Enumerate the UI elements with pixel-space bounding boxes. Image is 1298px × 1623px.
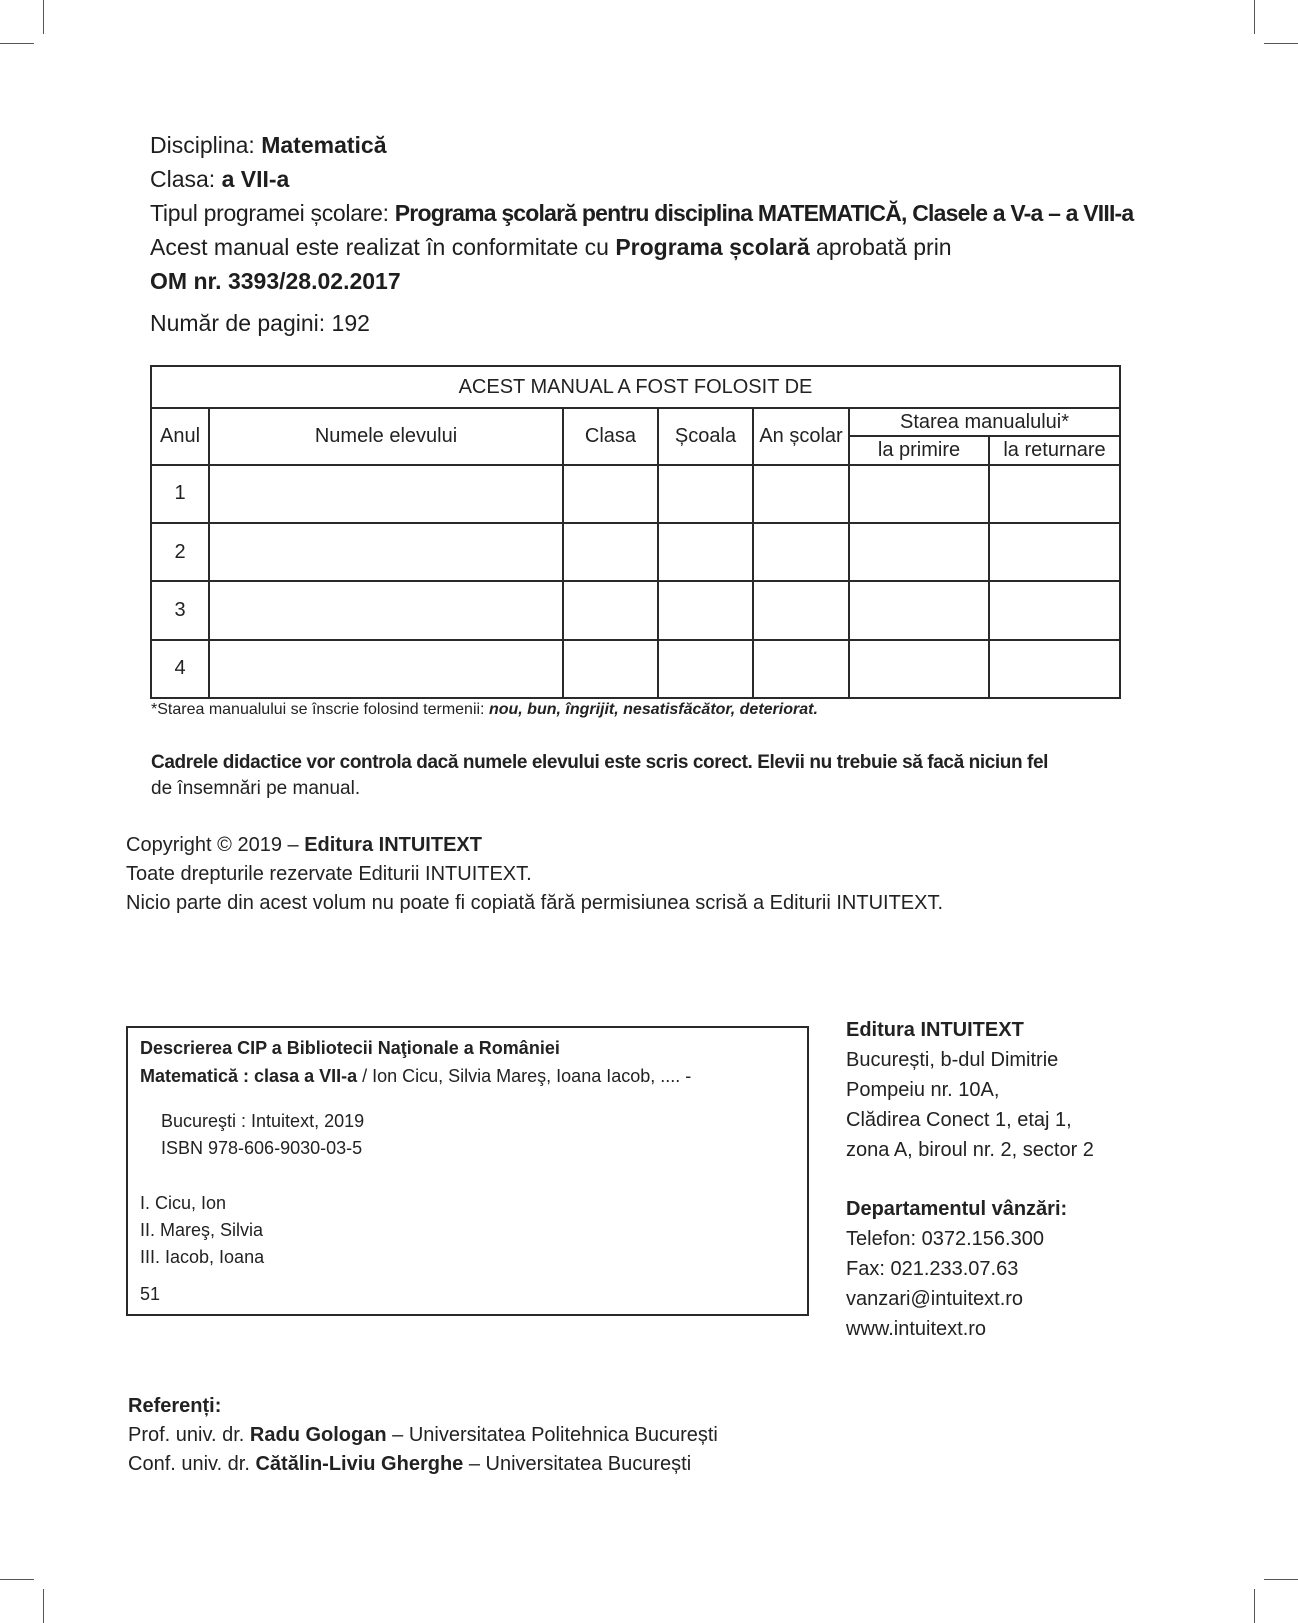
copyright-publisher: Editura INTUITEXT (304, 834, 482, 856)
cell-la-returnare (989, 465, 1120, 523)
sales-title: Departamentul vânzări: (846, 1198, 1068, 1220)
header-clasa: Clasa (563, 408, 658, 464)
reviewer-2-name: Cătălin-Liviu Gherghe (255, 1453, 464, 1475)
program-line (150, 196, 1133, 230)
cell-clasa (563, 465, 658, 523)
sales-website: www.intuitext.ro (846, 1318, 987, 1340)
publisher-address-line: Clădirea Conect 1, etaj 1, (846, 1109, 1072, 1131)
crop-mark (1254, 1589, 1255, 1623)
copyright-notice: Nicio parte din acest volum nu poate fi copiată fără permisiunea scrisă a Editurii INTUITEXT. (126, 892, 944, 914)
cip-book-title: Matematică : clasa a VII-a (140, 1066, 358, 1086)
cip-box (126, 1026, 809, 1316)
conformity-text: Acest manual este realizat în conformitate cu (150, 234, 616, 260)
cell-numele (209, 640, 563, 698)
usage-table-title: ACEST MANUAL A FOST FOLOSIT DE (151, 366, 1120, 408)
program-label: Tipul programei școlare: (150, 200, 395, 226)
om-line: OM nr. 3393/28.02.2017 (150, 268, 401, 294)
row-number: 3 (151, 581, 209, 639)
footnote-text: *Starea manualului se înscrie folosind termenii: (151, 701, 489, 718)
usage-table (150, 365, 1121, 699)
cell-clasa (563, 523, 658, 581)
cip-title: Descrierea CIP a Bibliotecii Naţionale a României (140, 1038, 560, 1058)
cip-author-1: I. Cicu, Ion (140, 1193, 227, 1213)
publisher-address-line: zona A, biroul nr. 2, sector 2 (846, 1139, 1094, 1161)
cip-book (140, 1066, 691, 1087)
discipline-value: Matematică (261, 132, 387, 158)
teacher-notice (151, 750, 1048, 802)
sales-phone: Telefon: 0372.156.300 (846, 1228, 1044, 1250)
conformity-end: aprobată prin (809, 234, 952, 260)
cell-an-scolar (753, 465, 849, 523)
class-line (150, 162, 1133, 196)
reviewer-1 (128, 1421, 718, 1450)
row-number: 4 (151, 640, 209, 698)
cell-an-scolar (753, 640, 849, 698)
reviewer-2-title: Conf. univ. dr. (128, 1453, 256, 1475)
header-scoala: Școala (658, 408, 753, 464)
publisher-name: Editura INTUITEXT (846, 1019, 1024, 1041)
sales-fax: Fax: 021.233.07.63 (846, 1258, 1019, 1280)
cell-scoala (658, 523, 753, 581)
table-row (151, 581, 1120, 639)
reviewer-1-name: Radu Gologan (249, 1424, 387, 1446)
cip-author-3: III. Iacob, Ioana (140, 1247, 265, 1267)
crop-mark (43, 0, 44, 34)
cell-an-scolar (753, 581, 849, 639)
cell-la-primire (849, 581, 989, 639)
copyright-prefix: Copyright © 2019 – (126, 834, 305, 856)
crop-mark (1264, 1579, 1298, 1580)
reviewer-1-affiliation: – Universitatea Politehnica București (386, 1424, 718, 1446)
notice-regular: de însemnări pe manual. (151, 778, 361, 799)
publisher-address-line: Pompeiu nr. 10A, (846, 1079, 1000, 1101)
cell-la-returnare (989, 581, 1120, 639)
reviewer-2 (128, 1450, 718, 1479)
publisher-block (846, 1015, 1094, 1165)
header-anul: Anul (151, 408, 209, 464)
cell-la-primire (849, 640, 989, 698)
reviewer-1-title: Prof. univ. dr. (128, 1424, 250, 1446)
cip-isbn: ISBN 978-606-9030-03-5 (161, 1138, 363, 1158)
crop-mark (0, 43, 34, 44)
notice-bold: Cadrele didactice vor controla dacă numele elevului este scris corect. Elevii nu trebuie să facă niciun fel (151, 752, 1049, 773)
discipline-line (150, 128, 1133, 162)
program-value: Programa şcolară pentru disciplina MATEMATICĂ, Clasele a V-a – a VIII-a (394, 200, 1134, 226)
cip-code: 51 (140, 1284, 161, 1304)
class-value: a VII-a (221, 166, 290, 192)
table-row (151, 465, 1120, 523)
cip-author-2: II. Mareş, Silvia (140, 1220, 264, 1240)
row-number: 2 (151, 523, 209, 581)
cell-numele (209, 465, 563, 523)
sales-block (846, 1194, 1067, 1344)
crop-mark (43, 1589, 44, 1623)
header-la-returnare: la returnare (989, 436, 1120, 464)
header-an-scolar: An școlar (753, 408, 849, 464)
header-starea: Starea manualului* (849, 408, 1120, 436)
cell-scoala (658, 640, 753, 698)
cell-la-returnare (989, 523, 1120, 581)
table-row (151, 640, 1120, 698)
header-numele: Numele elevului (209, 408, 563, 464)
cell-scoala (658, 581, 753, 639)
page-count: Număr de pagini: 192 (150, 310, 370, 336)
table-footnote (151, 701, 818, 719)
crop-mark (1254, 0, 1255, 34)
header-la-primire: la primire (849, 436, 989, 464)
table-row (151, 523, 1120, 581)
publisher-address-line: București, b-dul Dimitrie (846, 1049, 1059, 1071)
cell-la-returnare (989, 640, 1120, 698)
cell-clasa (563, 640, 658, 698)
copyright-block (126, 831, 943, 918)
cell-scoala (658, 465, 753, 523)
reviewers-block (128, 1392, 718, 1479)
cell-numele (209, 523, 563, 581)
conformity-line (150, 230, 1133, 264)
reviewers-title: Referenți: (128, 1395, 222, 1417)
crop-mark (0, 1579, 34, 1580)
row-number: 1 (151, 465, 209, 523)
cip-book-authors: / Ion Cicu, Silvia Mareş, Ioana Iacob, .... - (357, 1066, 692, 1086)
cell-numele (209, 581, 563, 639)
class-label: Clasa: (150, 166, 222, 192)
cip-place: Bucureşti : Intuitext, 2019 (161, 1111, 365, 1131)
book-info (150, 128, 1133, 340)
cell-la-primire (849, 523, 989, 581)
cell-clasa (563, 581, 658, 639)
crop-mark (1264, 43, 1298, 44)
cell-la-primire (849, 465, 989, 523)
reviewer-2-affiliation: – Universitatea București (463, 1453, 692, 1475)
sales-email: vanzari@intuitext.ro (846, 1288, 1024, 1310)
footnote-terms: nou, bun, îngrijit, nesatisfăcător, deteriorat. (488, 701, 818, 718)
discipline-label: Disciplina: (150, 132, 262, 158)
conformity-bold: Programa școlară (615, 234, 810, 260)
cell-an-scolar (753, 523, 849, 581)
copyright-rights: Toate drepturile rezervate Editurii INTUITEXT. (126, 863, 532, 885)
